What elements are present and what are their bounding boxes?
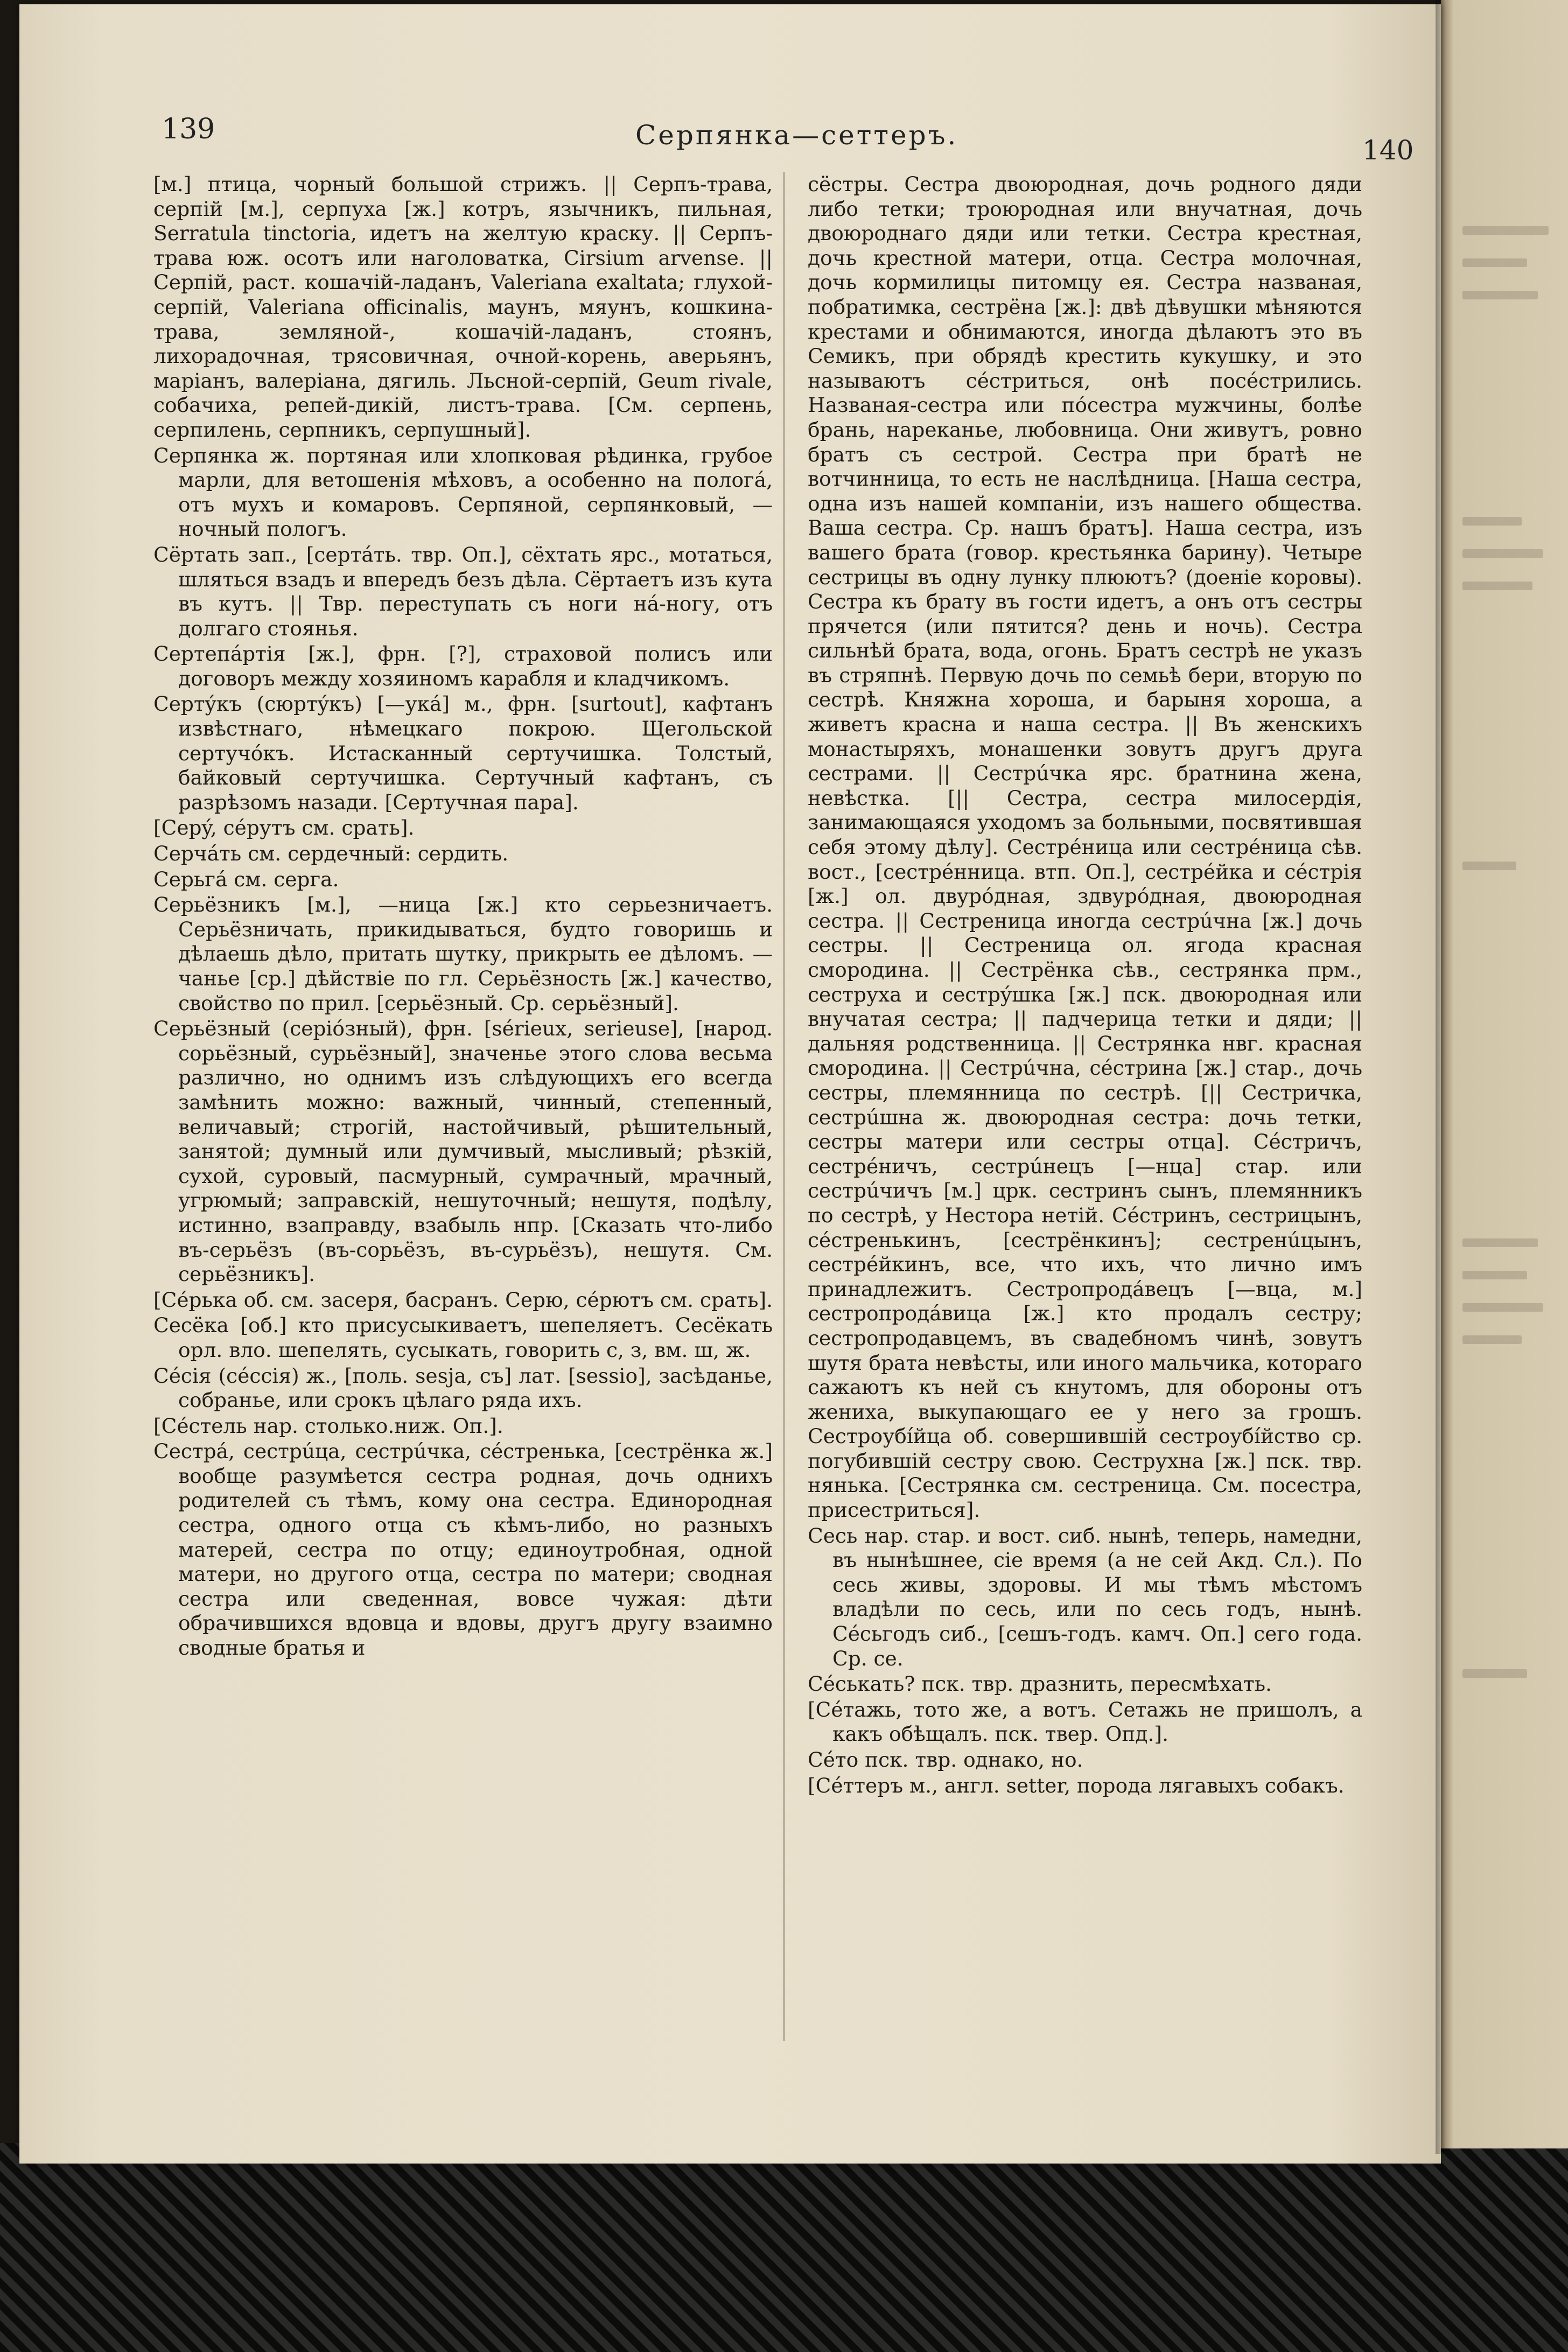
dictionary-entry: Серьгá см. серга.	[153, 867, 339, 891]
dictionary-entry: Серчáть см. сердечный: сердить.	[153, 842, 509, 866]
page-shadow	[1436, 0, 1445, 2154]
dictionary-entry: [м.] птица, чорный большой стрижъ. || Серпъ-трава, серпій [м.], серпуха [ж.] котръ, язычникъ, пильная, Serratula tinctoria, идетъ на желтую краску. || Серпъ-трава юж. осотъ или наголоватка, Cirsium arvense. || Серпій, раст. кошачій-ладанъ, Valeriana exaltata; глухой-серпій, Valeriana officinalis, маунъ, мяунъ, кошкина-трава, земляной-, кошачій-ладанъ, стоянъ, лихорадочная, трясовичная, очной-корень, аверьянъ, маріанъ, валеріана, дягиль. Льсной-серпій, Geum rivale, собачиха, репей-дикій, листъ-трава. [См. серпень, серпилень, серпникъ, серпушный].	[153, 172, 773, 442]
dictionary-entry: Серьёзный (серіóзный), фрн. [sérieux, serieuse], [народ. сорьёзный, сурьёзный], значенье этого слова весьма различно, но однимъ изъ слѣдующихъ его всегда замѣнить можно: важный, чинный, степенный, величавый; строгій, настойчивый, рѣшительный, занятой; думный или думчивый, мысливый; рѣзкій, сухой, суровый, пасмурный, сумрачный, мрачный, угрюмый; заправскій, нешуточный; нешутя, подѣлу, истинно, взаправду, взабыль нпр. [Сказать что-либо въ-серьёзъ (въ-сорьёзъ, въ-сурьёзъ), нешутя. См. серьёзникъ].	[153, 1017, 773, 1286]
dictionary-entry: Серпянка ж. портяная или хлопковая рѣдинка, грубое марли, для ветошенія мѣховъ, а особенно на пологá, отъ мухъ и комаровъ. Серпяной, серпянковый, —ночный пологъ.	[153, 443, 773, 541]
dictionary-entry: [Сéрька об. см. засеря, басранъ. Серю, сéрютъ см. срать].	[153, 1287, 773, 1312]
dictionary-entry: Сéсія (сéссія) ж., [поль. sesja, съ] лат. [sessio], засѣданье, собранье, или срокъ цѣлаго ряда ихъ.	[153, 1363, 773, 1412]
dictionary-entry: Сертепáртія [ж.], фрн. [?], страховой полисъ или договоръ между хозяиномъ карабля и кладчикомъ.	[153, 642, 773, 690]
adjacent-page-edge	[1441, 0, 1568, 2148]
dictionary-entry: Серьёзникъ [м.], —ница [ж.] кто серьезничаетъ. Серьёзничать, прикидываться, будто говоришь и дѣлаешь дѣло, притать шутку, прикрыть ее дѣломъ. —чанье [ср.] дѣйствіе по гл. Серьёзность [ж.] качество, свойство по прил. [серьёзный. Ср. серьёзный].	[153, 893, 773, 1015]
dictionary-entry: Сёртать зап., [сертáть. твр. Оп.], сёхтать ярс., мотаться, шляться взадъ и впередъ безъ дѣла. Сёртаетъ изъ кута въ кутъ. || Твр. переступать съ ноги нá-ногу, отъ долгаго стоянья.	[153, 542, 773, 640]
dictionary-entry: сёстры. Сестра двоюродная, дочь родного дяди либо тетки; троюродная или внучатная, дочь двоюроднаго дяди или тетки. Сестра крестная, дочь крестной матери, отца. Сестра молочная, дочь кормилицы питомцу ея. Сестра названая, побратимка, сестрёна [ж.]: двѣ дѣвушки мѣняются крестами и обнимаются, иногда дѣлаютъ это въ Семикъ, при обрядѣ крестить кукушку, и это называютъ сéстриться, онѣ посéстрились. Названая-сестра или пóсестра мужчины, болѣе брань, нареканье, любовница. Они живутъ, ровно братъ съ сестрой. Сестра при братѣ не вотчинница, то есть не наслѣдница. [Наша сестра, одна изъ нашей компаніи, изъ нашего общества. Ваша сестра. Ср. нашъ братъ]. Наша сестра, изъ вашего брата (говор. крестьянка барину). Четыре сестрицы въ одну лунку плюютъ? (доеніе коровы). Сестра къ брату въ гости идетъ, а онъ отъ сестры прячется (или пятится? день и ночь). Сестра сильнѣй брата, вода, огонь. Братъ сестрѣ не указъ въ стряпнѣ. Первую дочь по семьѣ бери, вторую по сестрѣ. Княжна хороша, и барыня хороша, а живетъ красна и наша сестра. || Въ женскихъ монастыряхъ, монашенки зовутъ другъ друга сестрами. || Сестрúчка ярс. братнина жена, невѣстка. [|| Сестра, сестра милосердія, занимающаяся уходомъ за больными, посвятившая себя этому дѣлу]. Сестрéница или сестрéница сѣв. вост., [сестрéнница. втп. Оп.], сестрéйка и сéстрія [ж.] ол. двурóдная, здвурóдная, двоюродная сестра. || Сестреница иногда сестрúчна [ж.] дочь сестры. || Сестреница ол. ягода красная смородина. || Сестрёнка сѣв., сестрянка прм., сеструха и сестрýшка [ж.] пск. двоюродная или внучатая сестра; || падчерица тетки и дяди; || дальняя родственница. || Сестрянка нвг. красная смородина. || Сестрúчна, сéстрина [ж.] стар., дочь сестры, племянница по сестрѣ. [|| Сестричка, сестрúшна ж. двоюродная сестра: дочь тетки, сестры матери или сестры отца]. Сéстричъ, сестрéничъ, сестрúнецъ [—нца] стар. или сестрúчичъ [м.] црк. сестринъ сынъ, племянникъ по сестрѣ, у Нестора нетій. Сéстринъ, сестрицынъ, сéстренькинъ, [сестрёнкинъ]; сестренúцынъ, сестрéйкинъ, все, что ихъ, что лично имъ принадлежитъ. Сестропродáвецъ [—вца, м.] сестропродáвица [ж.] кто продалъ сестру; сестропродавцемъ, въ свадебномъ чинѣ, зовутъ шутя брата невѣсты, или иного мальчика, котораго сажаютъ къ ней съ кнутомъ, для обороны отъ жениха, выкупающаго ее у него за грошъ. Сестроубíйца об. совершившій сестроубíйство ср. погубившій сестру свою. Сеструхна [ж.] пск. твр. нянька. [Сестрянка см. сестреница. См. посестра, присестриться].	[808, 172, 1362, 1522]
dictionary-entry: [Сéстель нар. столько.ниж. Оп.].	[153, 1413, 503, 1438]
left-page-number: 139	[162, 113, 215, 145]
right-page-number: 140	[1362, 135, 1414, 166]
column-divider	[783, 172, 785, 2041]
dictionary-entry: Сéто пск. твр. однако, но.	[808, 1748, 1083, 1772]
dictionary-entry: Сертýкъ (сюртýкъ) [—укá] м., фрн. [surtout], кафтанъ извѣстнаго, нѣмецкаго покрою. Щегольской сертучóкъ. Истасканный сертучишка. Толстый, байковый сертучишка. Сертучный кафтанъ, съ разрѣзомъ назади. [Сертучная пара].	[153, 692, 773, 814]
dictionary-entry: Сéськать? пск. твр. дразнить, пересмѣхать.	[808, 1672, 1272, 1696]
dictionary-entry: [Сéтажь, тото же, а вотъ. Сетажь не пришолъ, а какъ обѣщалъ. пск. твер. Опд.].	[808, 1697, 1362, 1746]
left-column	[153, 172, 773, 1662]
right-column	[808, 172, 1362, 1799]
dictionary-entry: [Серý, сéрутъ см. срать].	[153, 816, 415, 840]
dictionary-entry: [Сéттеръ м., англ. setter, порода лягавыхъ собакъ.	[808, 1773, 1345, 1797]
background-mat	[0, 2143, 1568, 2352]
running-head: Серпянка—сеттеръ.	[635, 120, 958, 151]
dictionary-entry: Сесёка [об.] кто присусыкиваетъ, шепеляетъ. Сесёкать орл. вло. шепелять, сусыкать, говорить с, з, вм. ш, ж.	[153, 1313, 773, 1362]
dictionary-entry: Сесь нар. стар. и вост. сиб. нынѣ, теперь, намедни, въ нынѣшнее, сіе время (а не сей Акд. Сл.). По сесь живы, здоровы. И мы тѣмъ мѣстомъ владѣли по сесь, или по сесь годъ, нынѣ. Сéсьгодъ сиб., [сешъ-годъ. камч. Оп.] сего года. Ср. се.	[808, 1523, 1362, 1670]
dictionary-entry: Сестрá, сестрúца, сестрúчка, сéстренька, [сестрёнка ж.] вообще разумѣется сестра родная, дочь однихъ родителей съ тѣмъ, кому она сестра. Единородная сестра, одного отца съ кѣмъ-либо, но разныхъ матерей, сестра по отцу; единоутробная, одной матери, но другого отца, сестра по матери; сводная сестра или сведенная, вовсе чужая: дѣти обрачившихся вдовца и вдовы, другъ другу взаимно сводные братья и	[153, 1439, 773, 1660]
